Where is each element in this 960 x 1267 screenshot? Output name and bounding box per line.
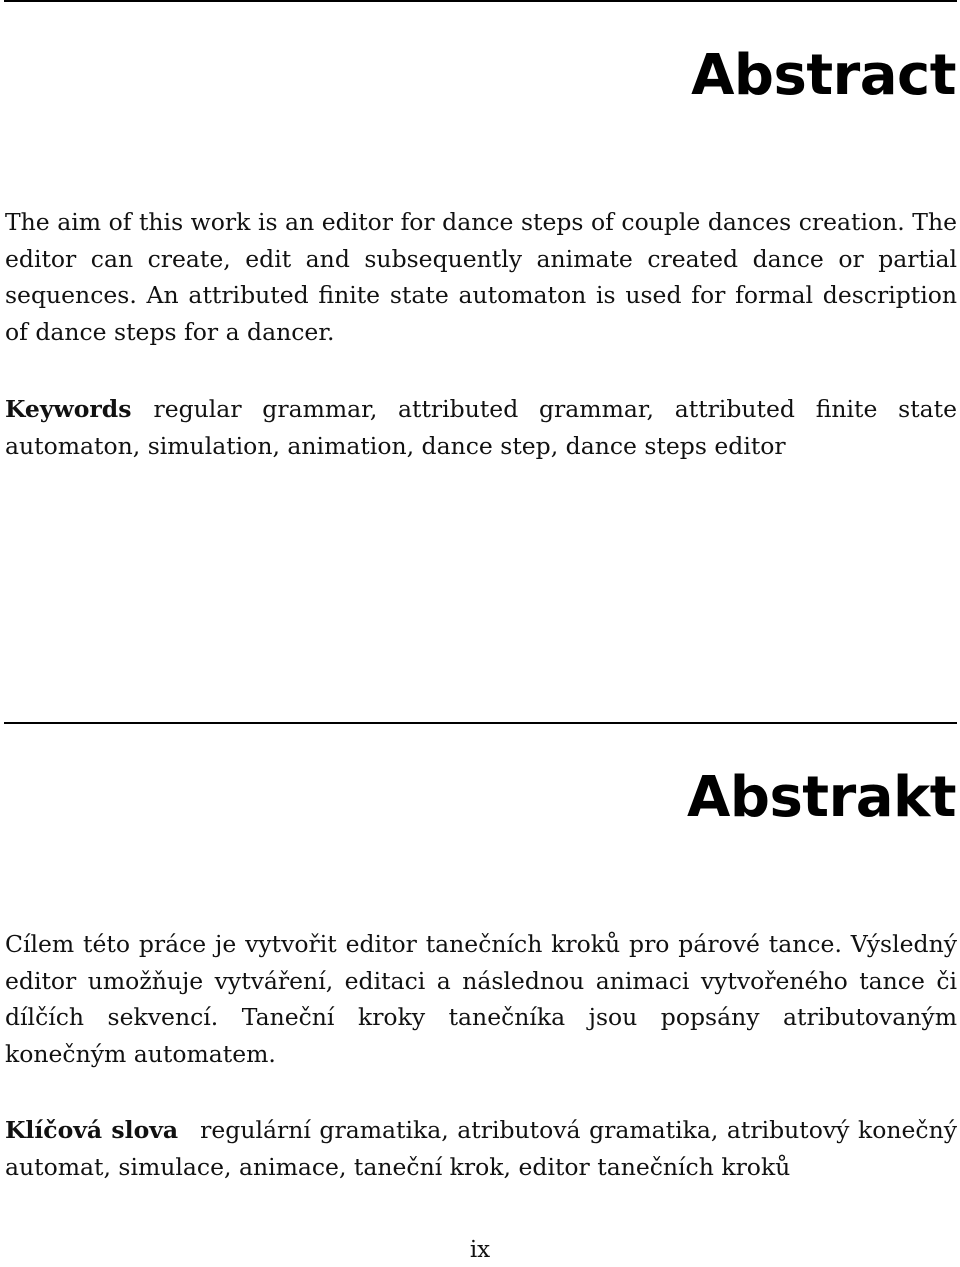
page-number: ix [469,1237,491,1263]
klicova-slova-text: regulární gramatika, atributová gramatika, atributový konečný automat, simulace, animace, taneční krok, editor tanečních kroků [5,1116,957,1181]
top-rule [4,0,957,2]
abstract-body: The aim of this work is an editor for dance steps of couple dances creation. The editor can create, edit and subsequently animate created dance or partial sequences. An attributed finite state automaton is used for formal description of dance steps for a dancer. [5,208,957,346]
abstract-heading: Abstract [691,43,956,108]
klicova-slova-label: Klíčová slova [5,1116,179,1144]
keywords-paragraph [5,391,957,464]
abstrakt-heading: Abstrakt [687,765,956,830]
keywords-label: Keywords [5,395,132,423]
abstrakt-body: Cílem této práce je vytvořit editor tanečních kroků pro párové tance. Výsledný editor umožňuje vytváření, editaci a následnou animaci vytvořeného tance či dílčích sekvencí. Taneční kroky tanečníka jsou popsány atributovaným konečným automatem. [5,930,957,1068]
keywords-text: regular grammar, attributed grammar, attributed finite state automaton, simulation, animation, dance step, dance steps editor [5,395,957,460]
klicova-slova-paragraph [5,1112,957,1185]
section-rule [4,722,957,724]
